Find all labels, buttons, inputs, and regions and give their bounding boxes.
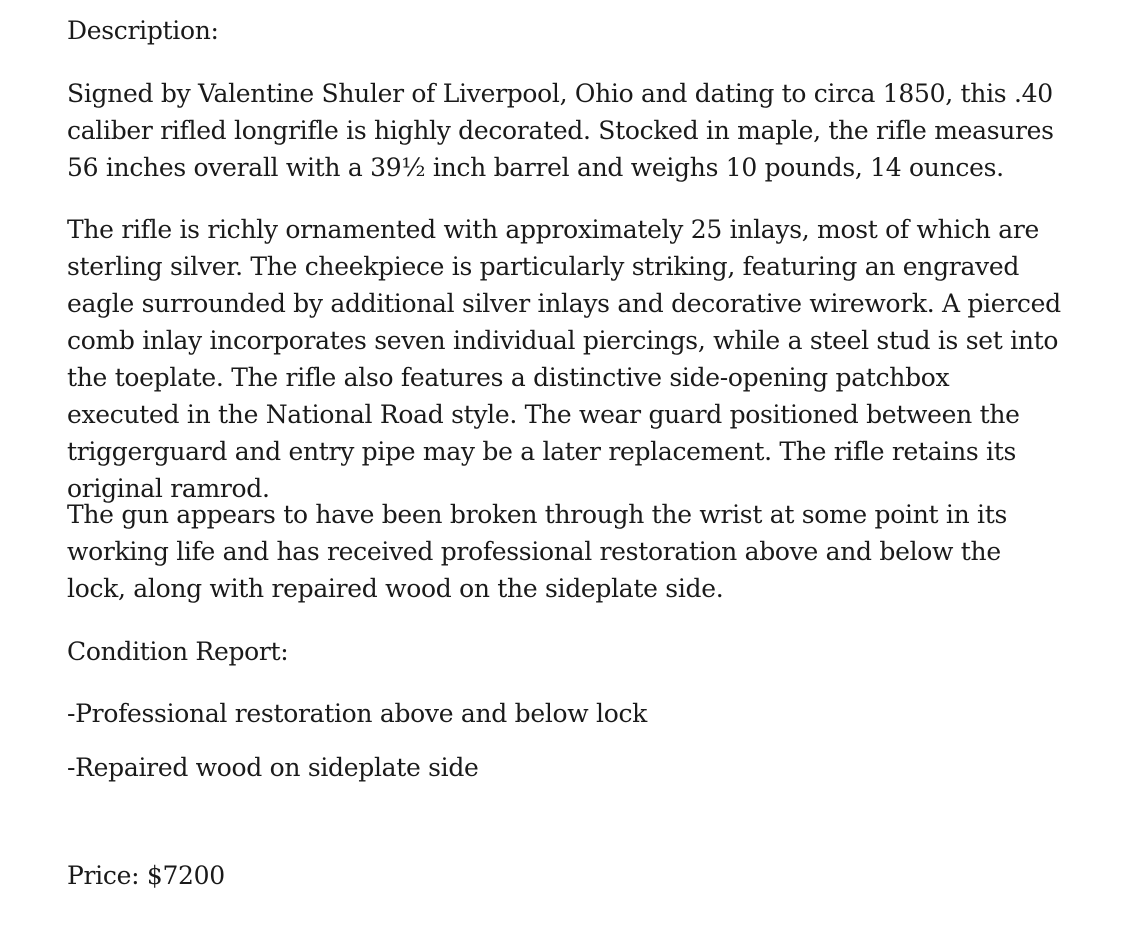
condition-item: -Professional restoration above and below lock (67, 699, 648, 728)
description-paragraph-provenance: Signed by Valentine Shuler of Liverpool, Ohio and dating to circa 1850, this .40 caliber rifled longrifle is highly decorated. Stocked in maple, the rifle measures 56 inches overall with a 39½ inch barrel and weighs 10 pounds, 14 ounces. (67, 79, 1054, 182)
condition-report-heading: Condition Report: (67, 637, 289, 666)
price-label: Price: $7200 (67, 861, 225, 890)
condition-item: -Repaired wood on sideplate side (67, 753, 479, 782)
description-paragraph-restoration: The gun appears to have been broken through the wrist at some point in its working life and has received professional restoration above and below the lock, along with repaired wood on the sideplate side. (67, 500, 1008, 603)
description-paragraph-ornamentation: The rifle is richly ornamented with approximately 25 inlays, most of which are sterling silver. The cheekpiece is particularly striking, featuring an engraved eagle surrounded by additional silver inlays and decorative wirework. A pierced comb inlay incorporates seven individual piercings, while a steel stud is set into the toeplate. The rifle also features a distinctive side-opening patchbox executed in the National Road style. The wear guard positioned between the triggerguard and entry pipe may be a later replacement. The rifle retains its original ramrod. (67, 215, 1061, 503)
description-heading: Description: (67, 16, 219, 45)
